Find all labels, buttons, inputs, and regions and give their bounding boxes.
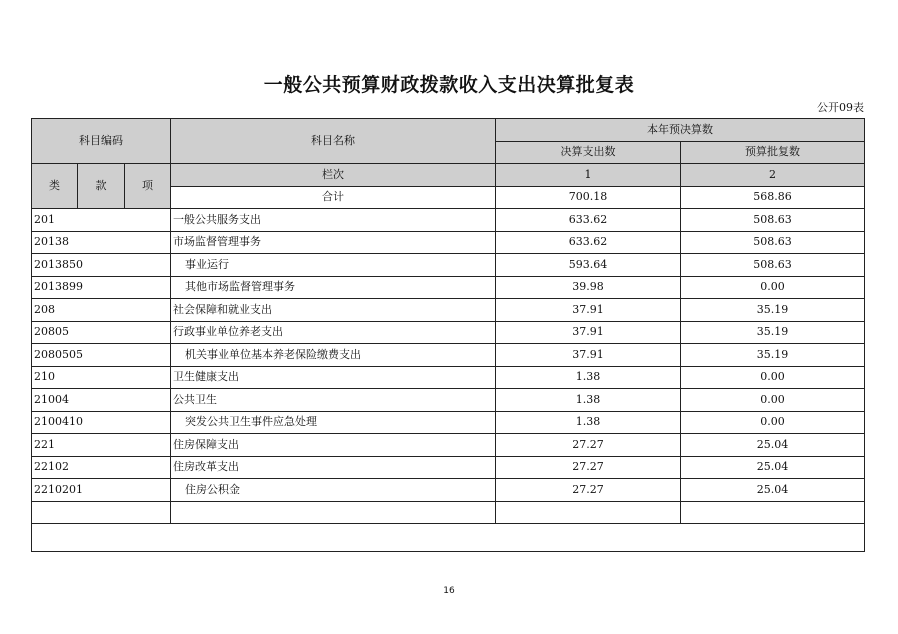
header-column-order: 栏次 xyxy=(171,164,496,187)
page-number: 16 xyxy=(443,586,455,596)
row-name: 其他市场监督管理事务 xyxy=(171,276,496,299)
row-code: 2013850 xyxy=(32,254,171,277)
row-code: 2100410 xyxy=(32,411,171,434)
header-subject-code: 科目编码 xyxy=(32,119,171,164)
row-final-expense: 37.91 xyxy=(496,344,681,367)
blank-cell xyxy=(681,501,865,523)
row-code: 210 xyxy=(32,366,171,389)
header-col2: 2 xyxy=(681,164,865,187)
row-code: 221 xyxy=(32,434,171,457)
row-final-expense: 39.98 xyxy=(496,276,681,299)
table-row xyxy=(32,344,865,367)
row-final-expense: 1.38 xyxy=(496,389,681,412)
header-row-3 xyxy=(32,164,865,187)
total-label: 合计 xyxy=(171,186,496,209)
row-name: 住房公积金 xyxy=(171,479,496,502)
total-budget-approval: 568.86 xyxy=(681,186,865,209)
header-budget-approval: 预算批复数 xyxy=(681,141,865,164)
blank-cell xyxy=(32,501,171,523)
row-code: 201 xyxy=(32,209,171,232)
header-current-year: 本年预决算数 xyxy=(496,119,865,142)
report-table xyxy=(31,118,865,552)
row-budget-approval: 508.63 xyxy=(681,209,865,232)
blank-row xyxy=(32,501,865,523)
table-row xyxy=(32,479,865,502)
header-xiang: 项 xyxy=(125,164,171,209)
row-budget-approval: 0.00 xyxy=(681,411,865,434)
row-budget-approval: 35.19 xyxy=(681,321,865,344)
row-final-expense: 633.62 xyxy=(496,209,681,232)
row-final-expense: 27.27 xyxy=(496,479,681,502)
table-row xyxy=(32,299,865,322)
table-row xyxy=(32,209,865,232)
row-name: 一般公共服务支出 xyxy=(171,209,496,232)
row-name: 事业运行 xyxy=(171,254,496,277)
row-name: 行政事业单位养老支出 xyxy=(171,321,496,344)
row-code: 20805 xyxy=(32,321,171,344)
form-code: 公开09表 xyxy=(817,101,864,114)
header-col1: 1 xyxy=(496,164,681,187)
page-title: 一般公共预算财政拨款收入支出决算批复表 xyxy=(263,74,635,96)
header-subject-name: 科目名称 xyxy=(171,119,496,164)
header-row-1 xyxy=(32,119,865,142)
row-budget-approval: 0.00 xyxy=(681,389,865,412)
row-name: 机关事业单位基本养老保险缴费支出 xyxy=(171,344,496,367)
row-final-expense: 1.38 xyxy=(496,366,681,389)
row-final-expense: 27.27 xyxy=(496,434,681,457)
footer-cell xyxy=(32,523,865,551)
row-budget-approval: 0.00 xyxy=(681,366,865,389)
row-budget-approval: 25.04 xyxy=(681,479,865,502)
table-row xyxy=(32,366,865,389)
row-budget-approval: 35.19 xyxy=(681,299,865,322)
header-lei: 类 xyxy=(32,164,78,209)
row-code: 2013899 xyxy=(32,276,171,299)
row-budget-approval: 508.63 xyxy=(681,231,865,254)
table-row xyxy=(32,434,865,457)
row-code: 20138 xyxy=(32,231,171,254)
row-name: 市场监督管理事务 xyxy=(171,231,496,254)
table-row xyxy=(32,389,865,412)
row-budget-approval: 0.00 xyxy=(681,276,865,299)
row-code: 21004 xyxy=(32,389,171,412)
row-code: 22102 xyxy=(32,456,171,479)
row-budget-approval: 35.19 xyxy=(681,344,865,367)
row-budget-approval: 25.04 xyxy=(681,456,865,479)
table-row xyxy=(32,276,865,299)
row-code: 2080505 xyxy=(32,344,171,367)
row-final-expense: 633.62 xyxy=(496,231,681,254)
row-final-expense: 37.91 xyxy=(496,321,681,344)
row-final-expense: 27.27 xyxy=(496,456,681,479)
row-code: 2210201 xyxy=(32,479,171,502)
table-row xyxy=(32,254,865,277)
table-row xyxy=(32,321,865,344)
row-final-expense: 593.64 xyxy=(496,254,681,277)
footer-row xyxy=(32,523,865,551)
row-final-expense: 37.91 xyxy=(496,299,681,322)
blank-cell xyxy=(171,501,496,523)
table-row xyxy=(32,231,865,254)
total-final-expense: 700.18 xyxy=(496,186,681,209)
row-name: 卫生健康支出 xyxy=(171,366,496,389)
row-final-expense: 1.38 xyxy=(496,411,681,434)
row-name: 公共卫生 xyxy=(171,389,496,412)
row-name: 住房改革支出 xyxy=(171,456,496,479)
row-budget-approval: 508.63 xyxy=(681,254,865,277)
row-name: 突发公共卫生事件应急处理 xyxy=(171,411,496,434)
row-name: 社会保障和就业支出 xyxy=(171,299,496,322)
header-final-expense: 决算支出数 xyxy=(496,141,681,164)
header-kuan: 款 xyxy=(78,164,125,209)
table-row xyxy=(32,411,865,434)
row-name: 住房保障支出 xyxy=(171,434,496,457)
row-budget-approval: 25.04 xyxy=(681,434,865,457)
table-row xyxy=(32,456,865,479)
row-code: 208 xyxy=(32,299,171,322)
blank-cell xyxy=(496,501,681,523)
